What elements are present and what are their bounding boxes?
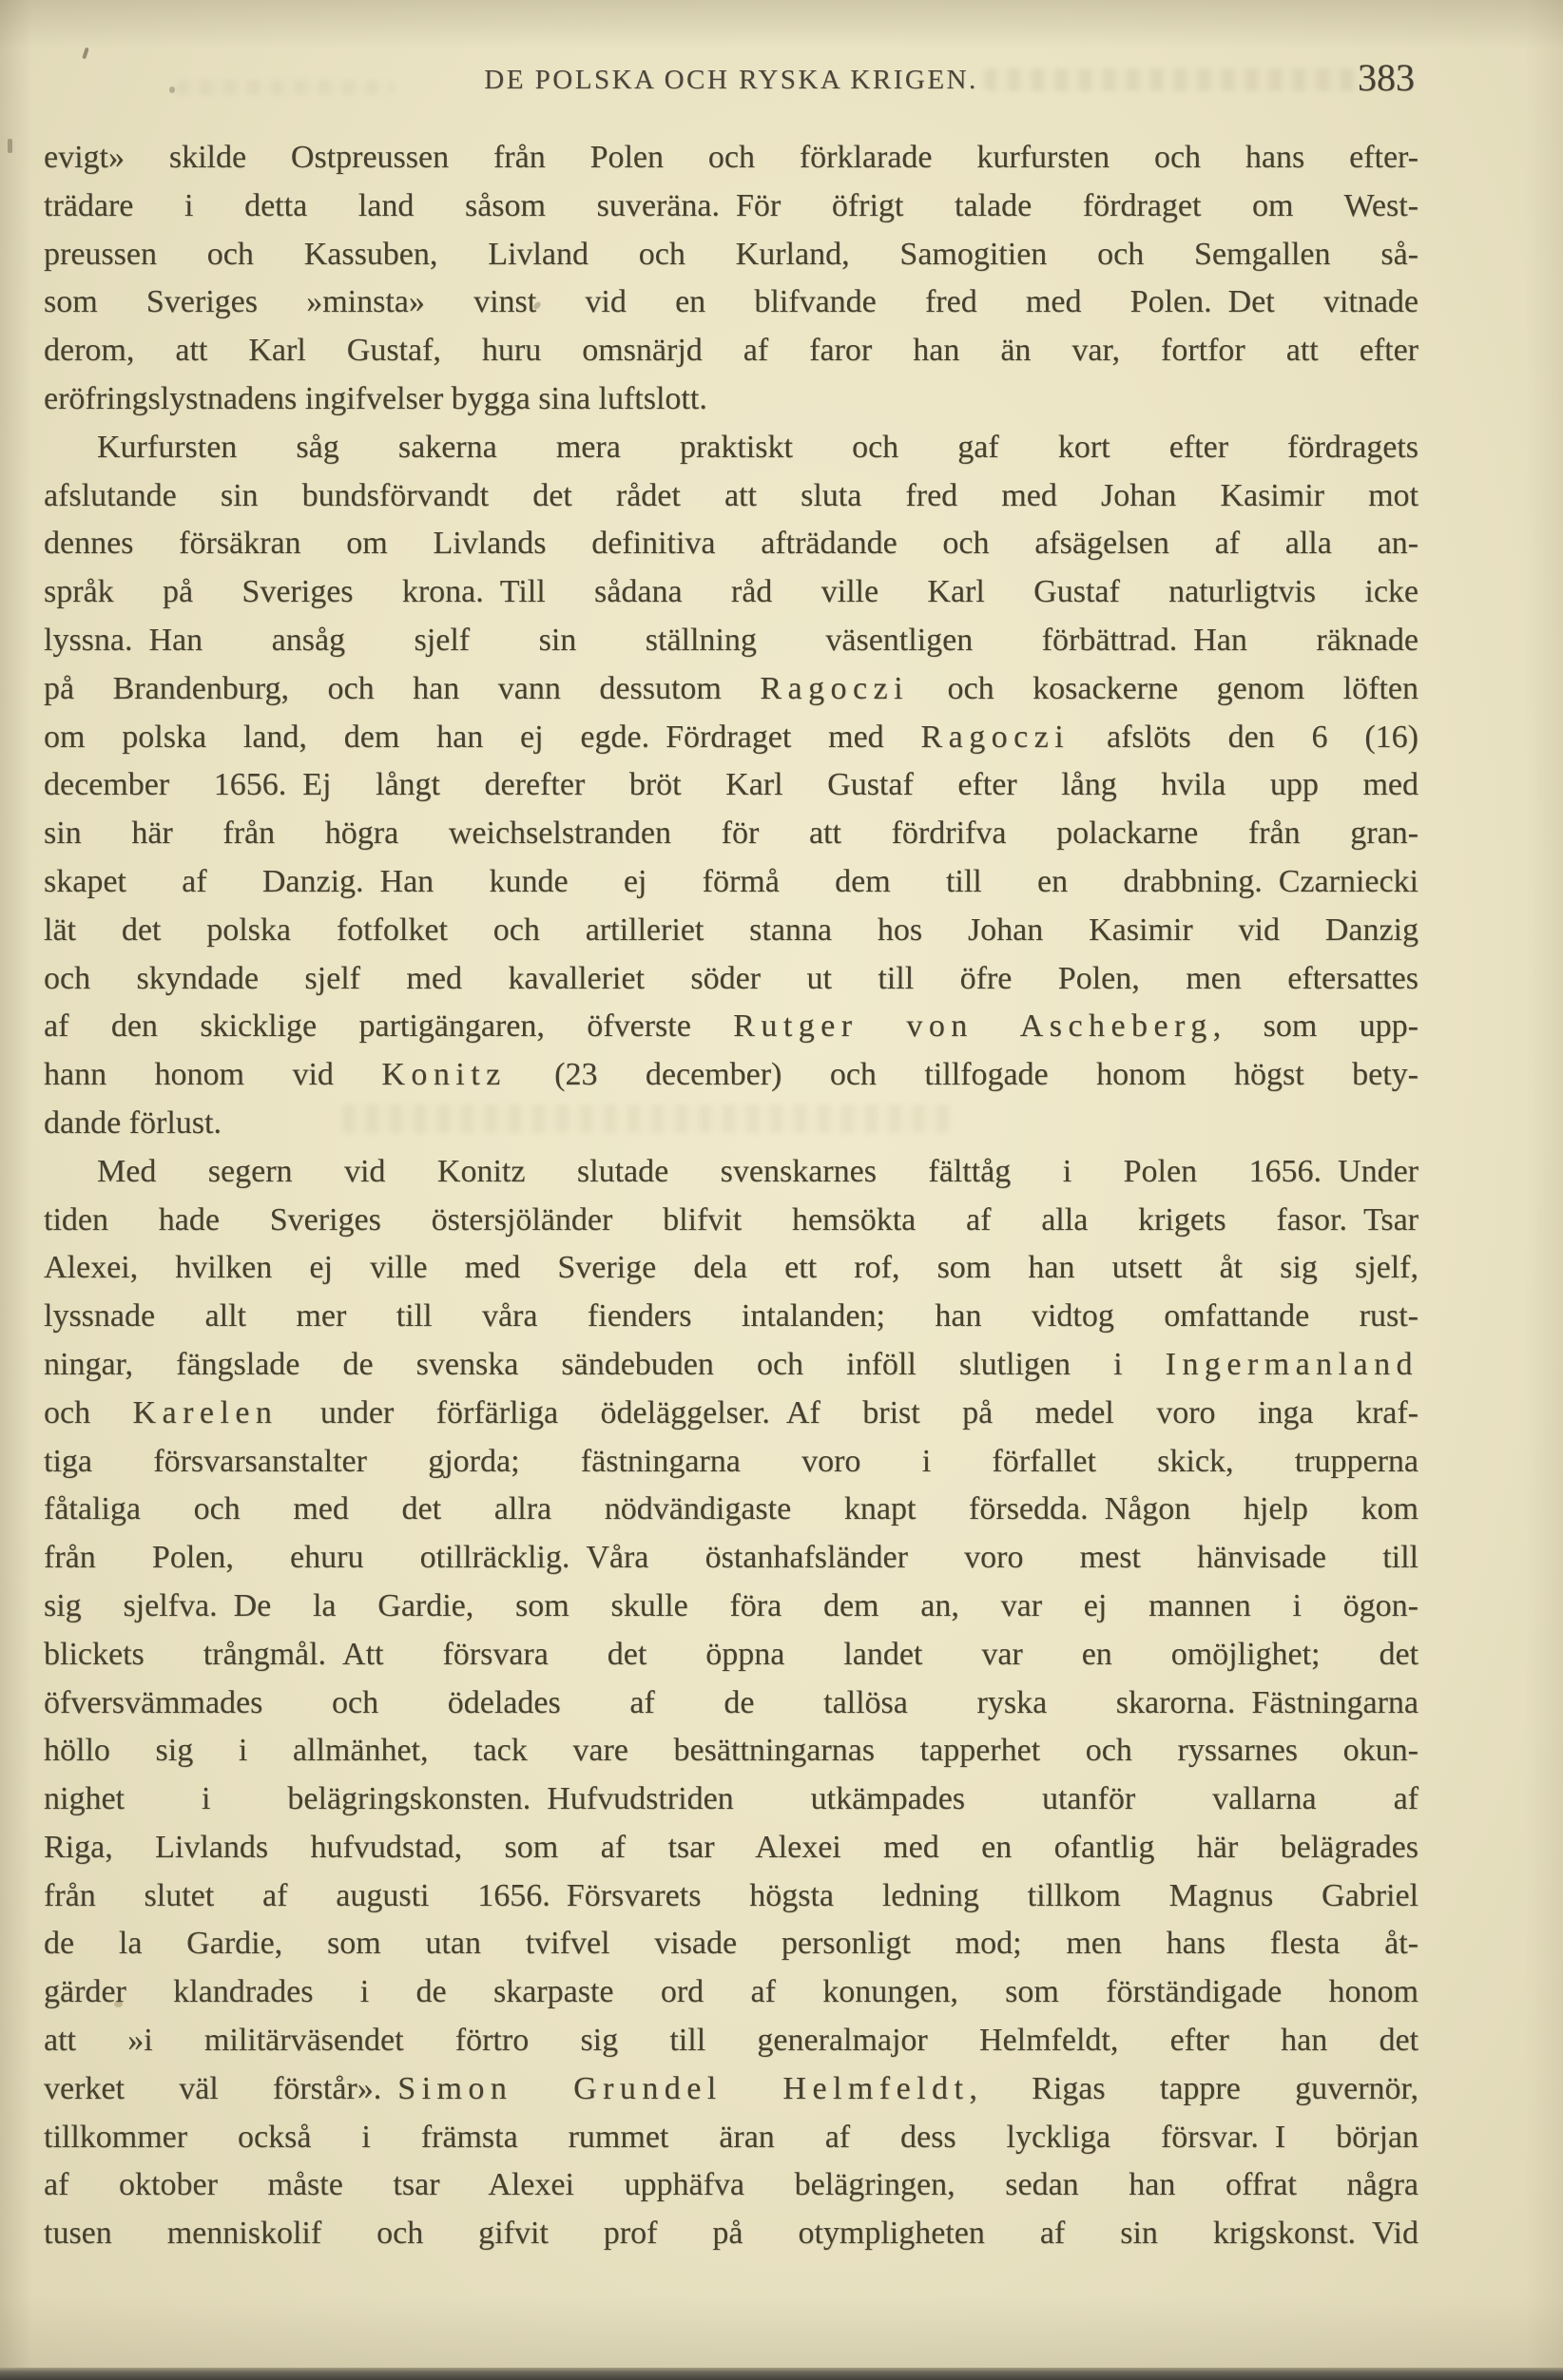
text-line: Med segern vid Konitz slutade svenskarnes fälttåg i Polen 1656. Under: [97, 1153, 1418, 1189]
page-number: 383: [1358, 56, 1415, 99]
text-line: öfversvämmades och ödelades af de tallösa ryska skarorna. Fästningarna: [44, 1684, 1418, 1720]
text-line: trädare i detta land såsom suveräna. För öfrigt talade fördraget om West-: [44, 187, 1418, 223]
letter-spaced-name: Simon Grundel Helmfeldt: [397, 2070, 970, 2106]
letter-spaced-name: Rutger von Ascheberg: [733, 1008, 1213, 1045]
running-header-title: DE POLSKA OCH RYSKA KRIGEN.: [484, 65, 978, 95]
text-line: höllo sig i allmänhet, tack vare besättningarnas tapperhet och ryssarnes okun-: [44, 1733, 1418, 1769]
text-line: blickets trångmål. Att försvara det öppna landet var en omöjlighet; det: [44, 1636, 1418, 1672]
text-line: dande förlust.: [44, 1104, 222, 1141]
text-line: tusen menniskolif och gifvit prof på otympligheten af sin krigskonst. Vid: [44, 2216, 1418, 2252]
text-line: tiden hade Sveriges östersjöländer blifvit hemsökta af alla krigets fasor. Tsar: [44, 1201, 1418, 1238]
text-line: om polska land, dem han ej egde. Fördraget med Ragoczi afslöts den 6 (16): [44, 719, 1418, 755]
page-bleedthrough: [984, 68, 1355, 91]
text-line: gärder klandrades i de skarpaste ord af konungen, som förständigade honom: [44, 1974, 1418, 2010]
text-line: derom, att Karl Gustaf, huru omsnärjd af faror han än var, fortfor att efter: [44, 333, 1418, 369]
text-line: nighet i belägringskonsten. Hufvudstriden utkämpades utanför vallarna af: [44, 1781, 1418, 1817]
text-line: och skyndade sjelf med kavalleriet söder ut till öfre Polen, men eftersattes: [44, 960, 1418, 996]
text-line: lät det polska fotfolket och artilleriet stanna hos Johan Kasimir vid Danzig: [44, 912, 1418, 948]
text-line: de la Gardie, som utan tvifvel visade personligt mod; men hans flesta åt-: [44, 1926, 1418, 1962]
text-line: Alexei, hvilken ej ville med Sverige dela ett rof, som han utsett åt sig sjelf,: [44, 1250, 1418, 1286]
text-line: fåtaliga och med det allra nödvändigaste knapt försedda. Någon hjelp kom: [44, 1491, 1418, 1527]
text-line: språk på Sveriges krona. Till sådana råd ville Karl Gustaf naturligtvis icke: [44, 574, 1418, 610]
text-line: tiga försvarsanstalter gjorda; fästningarna voro i förfallet skick, trupperna: [44, 1443, 1418, 1479]
paragraph: [44, 424, 1418, 1148]
text-line: ningar, fängslade de svenska sändebuden och inföll slutligen i Ingermanland: [44, 1346, 1418, 1382]
text-line: dennes försäkran om Livlands definitiva afträdande och afsägelsen af alla an-: [44, 526, 1418, 562]
text-line: Kurfursten såg sakerna mera praktiskt och gaf kort efter fördragets: [97, 429, 1418, 465]
text-line: december 1656. Ej långt derefter bröt Karl Gustaf efter lång hvila upp med: [44, 767, 1418, 803]
text-line: preussen och Kassuben, Livland och Kurland, Samogitien och Semgallen så-: [44, 236, 1418, 272]
text-line: tillkommer också i främsta rummet äran af dess lyckliga försvar. I början: [44, 2119, 1418, 2155]
text-line: hann honom vid Konitz (23 december) och tillfogade honom högst bety-: [44, 1057, 1419, 1093]
paper-speck: [82, 48, 89, 60]
text-line: af oktober måste tsar Alexei upphäfva belägringen, sedan han offrat några: [44, 2167, 1418, 2203]
paragraph: [44, 1148, 1418, 2258]
text-line: verket väl förstår». Simon Grundel Helmfeldt, Rigas tappre guvernör,: [44, 2070, 1418, 2106]
text-line: sig sjelfva. De la Gardie, som skulle föra dem an, var ej mannen i ögon-: [44, 1587, 1418, 1623]
text-line: att »i militärväsendet förtro sig till generalmajor Helmfeldt, efter han det: [44, 2023, 1418, 2059]
paragraph: [44, 134, 1418, 424]
text-line: evigt» skilde Ostpreussen från Polen och förklarade kurfursten och hans efter-: [44, 140, 1418, 175]
text-line: afslutande sin bundsförvandt det rådet att sluta fred med Johan Kasimir mot: [44, 477, 1418, 513]
text-line: som Sveriges »minsta» vinst vid en blifvande fred med Polen. Det vitnade: [44, 284, 1418, 320]
text-line: från Polen, ehuru otillräcklig. Våra östanhafsländer voro mest hänvisade till: [44, 1540, 1418, 1576]
text-line: och Karelen under förfärliga ödeläggelser. Af brist på medel voro inga kraf-: [44, 1394, 1418, 1430]
text-line: eröfringslystnadens ingifvelser bygga sina luftslott.: [44, 380, 707, 416]
text-line: sin här från högra weichselstranden för att fördrifva polackarne från gran-: [44, 816, 1418, 852]
letter-spaced-name: Karelen: [132, 1394, 279, 1430]
page-body-text: [44, 134, 1418, 2258]
text-line: lyssnade allt mer till våra fienders intalanden; han vidtog omfattande rust-: [44, 1298, 1418, 1334]
page-bottom-edge: [0, 2368, 1563, 2380]
paper-speck: [169, 86, 175, 93]
letter-spaced-name: Ragoczi: [760, 670, 910, 706]
letter-spaced-name: Ragoczi: [920, 719, 1071, 755]
page-bleedthrough: [176, 80, 395, 95]
paper-speck: [8, 139, 12, 153]
text-line: af den skicklige partigängaren, öfverste Rutger von Ascheberg, som upp-: [44, 1008, 1418, 1045]
text-line: skapet af Danzig. Han kunde ej förmå dem till en drabbning. Czarniecki: [44, 863, 1418, 899]
text-line: lyssna. Han ansåg sjelf sin ställning väsentligen förbättrad. Han räknade: [44, 622, 1418, 658]
text-line: på Brandenburg, och han vann dessutom Ragoczi och kosackerne genom löften: [44, 670, 1418, 706]
text-line: från slutet af augusti 1656. Försvarets högsta ledning tillkom Magnus Gabriel: [44, 1877, 1418, 1913]
letter-spaced-name: Konitz: [381, 1057, 507, 1093]
text-line: Riga, Livlands hufvudstad, som af tsar Alexei med en ofantlig här belägrades: [44, 1829, 1418, 1865]
letter-spaced-name: Ingermanland: [1165, 1346, 1418, 1382]
